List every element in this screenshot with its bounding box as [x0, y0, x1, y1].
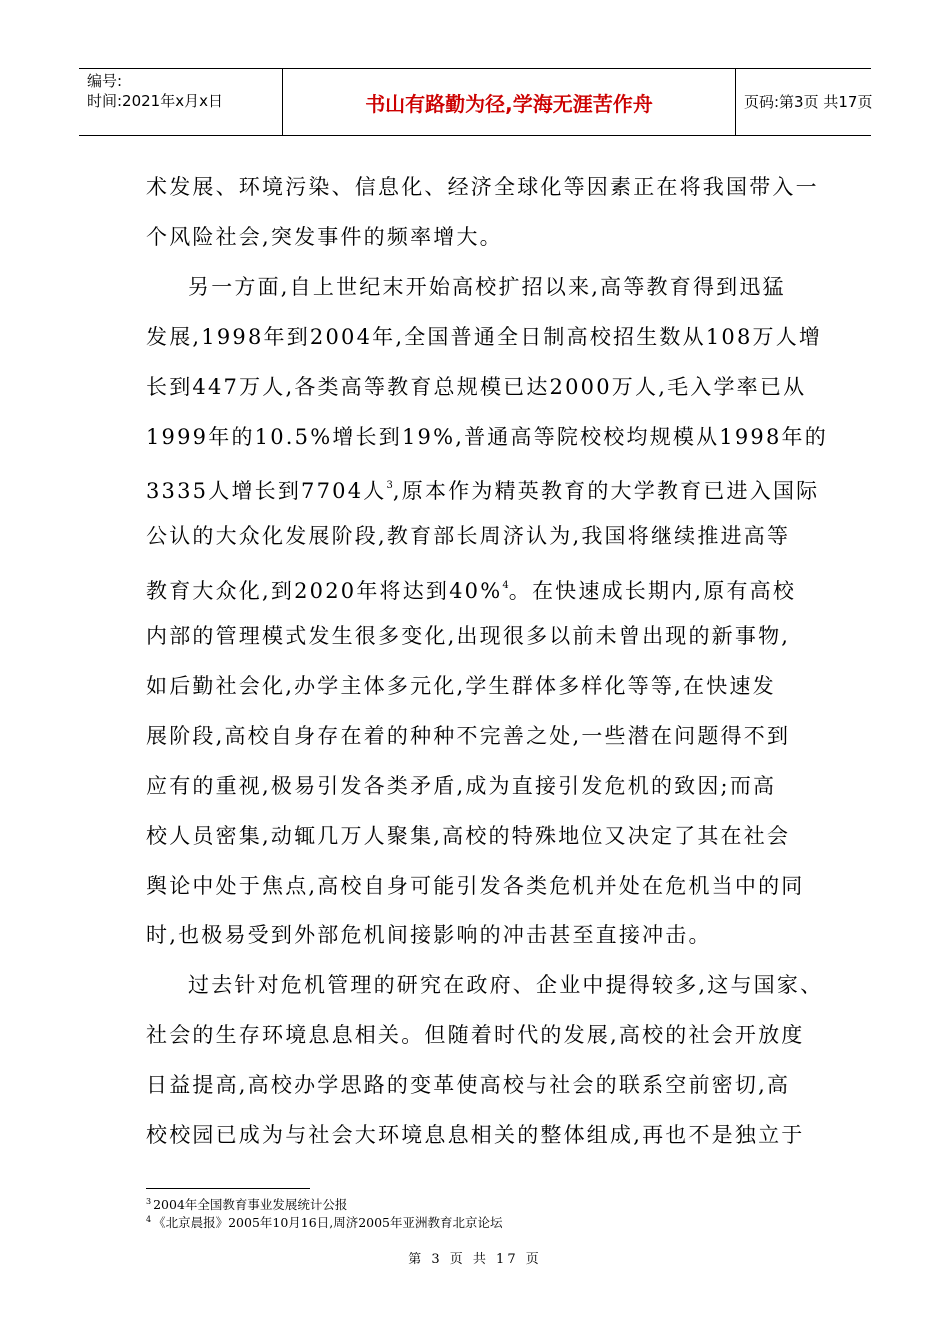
- text-segment: 。在快速成长期内,原有高校: [508, 579, 797, 603]
- header-motto-cell: [283, 69, 736, 135]
- text-line: 个风险社会,突发事件的频率增大。: [146, 225, 503, 249]
- text-line: 过去针对危机管理的研究在政府、企业中提得较多,这与国家、: [188, 973, 824, 997]
- footnote-text: 2004年全国教育事业发展统计公报: [153, 1197, 348, 1212]
- text-line: 另一方面,自上世纪末开始高校扩招以来,高等教育得到迅猛: [188, 275, 786, 299]
- footnote-ref-3[interactable]: 3: [386, 480, 393, 491]
- text-line: 社会的生存环境息息相关。但随着时代的发展,高校的社会开放度: [146, 1023, 805, 1047]
- header-page-cell: [736, 69, 871, 135]
- text-segment: ,原本作为精英教育的大学教育已进入国际: [392, 479, 820, 503]
- header-page-number: 页码:第3页 共17页: [744, 93, 873, 111]
- footnote-3: [146, 1194, 347, 1213]
- footnote-mark: 3: [146, 1197, 152, 1206]
- text-line-with-ref: [146, 471, 820, 506]
- text-line: 术发展、环境污染、信息化、经济全球化等因素正在将我国带入一: [146, 175, 819, 199]
- footnote-mark: 4: [146, 1215, 152, 1224]
- footnote-separator: [146, 1188, 310, 1189]
- text-line: 舆论中处于焦点,高校自身可能引发各类危机并处在危机当中的同: [146, 874, 805, 898]
- text-segment: 教育大众化,到2020年将达到40%: [146, 579, 503, 603]
- footnote-text: 《北京晨报》2005年10月16日,周济2005年亚洲教育北京论坛: [153, 1215, 503, 1230]
- text-line: 发展,1998年到2004年,全国普通全日制高校招生数从108万人增: [146, 325, 823, 349]
- document-date-label: 时间:2021年x月x日: [87, 92, 223, 110]
- text-segment: 3335人增长到7704人: [146, 479, 387, 503]
- text-line-with-ref: [146, 571, 806, 606]
- footnote-ref-4[interactable]: 4: [502, 580, 509, 591]
- text-line: 应有的重视,极易引发各类矛盾,成为直接引发危机的致因;而高: [146, 774, 777, 798]
- page-header: [79, 68, 871, 136]
- footnote-4: [146, 1212, 503, 1231]
- text-line: 1999年的10.5%增长到19%,普通高等院校校均规模从1998年的: [146, 425, 828, 449]
- document-number-label: 编号:: [87, 72, 123, 90]
- header-motto: 书山有路勤为径,学海无涯苦作舟: [365, 92, 653, 116]
- text-line: 公认的大众化发展阶段,教育部长周济认为,我国将继续推进高等: [146, 524, 791, 548]
- page-footer: 第 3 页 共 17 页: [408, 1252, 542, 1267]
- text-line: 如后勤社会化,办学主体多元化,学生群体多样化等等,在快速发: [146, 674, 776, 698]
- text-line: 内部的管理模式发生很多变化,出现很多以前未曾出现的新事物,: [146, 624, 791, 648]
- text-line: 展阶段,高校自身存在着的种种不完善之处,一些潜在问题得不到: [146, 724, 791, 748]
- text-line: 日益提高,高校办学思路的变革使高校与社会的联系空前密切,高: [146, 1073, 791, 1097]
- header-meta-cell: [79, 69, 283, 135]
- text-line: 长到447万人,各类高等教育总规模已达2000万人,毛入学率已从: [146, 375, 807, 399]
- text-line: 校校园已成为与社会大环境息息相关的整体组成,再也不是独立于: [146, 1123, 805, 1147]
- text-line: 校人员密集,动辄几万人聚集,高校的特殊地位又决定了其在社会: [146, 824, 791, 848]
- text-line: 时,也极易受到外部危机间接影响的冲击甚至直接冲击。: [146, 923, 712, 947]
